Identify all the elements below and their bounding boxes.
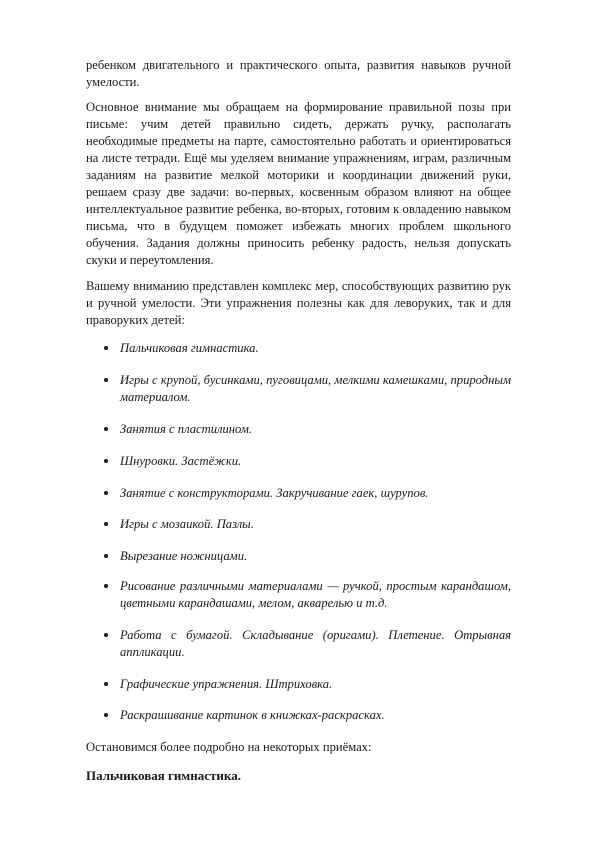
bullet-icon [104, 346, 108, 350]
bullet-icon [104, 491, 108, 495]
outro-paragraph: Остановимся более подробно на некоторых приёмах: [86, 740, 372, 754]
list-item: Игры с мозаикой. Пазлы. [120, 517, 254, 531]
list-item: Игры с крупой, бусинками, пуговицами, мелкими камешками, природным материалом. [120, 373, 511, 404]
list-item: Работа с бумагой. Складывание (оригами). Плетение. Отрывная аппликации. [120, 628, 511, 659]
list-item: Пальчиковая гимнастика. [120, 341, 259, 355]
bullet-icon [104, 584, 108, 588]
bullet-icon [104, 713, 108, 717]
main-paragraph: Основное внимание мы обращаем на формирование правильной позы при письме: учим детей правильно сидеть, держать ручку, располагать необходимые предметы на парте, самостоятельно работать и ориентироваться на листе тетради. Ещё мы уделяем внимание упражнениям, играм, различным заданиям на развитие мелкой моторики и координации движений руки, решаем сразу две задачи: во-первых, косвенным образом влияют на общее интеллектуальное развитие ребенка, во-вторых, готовим к овладению навыком письма, что в будущем поможет избежать многих проблем школьного обучения. Задания должны приносить ребенку радость, нельзя допускать скуки и переутомления. [86, 100, 511, 267]
list-item: Занятие с конструкторами. Закручивание гаек, шурупов. [120, 486, 429, 500]
bullet-icon [104, 427, 108, 431]
offer-paragraph: Вашему вниманию представлен комплекс мер, способствующих развитию рук и ручной умелости. Эти упражнения полезны как для леворуких, так и для праворуких детей: [86, 279, 511, 327]
bullet-icon [104, 378, 108, 382]
bullet-icon [104, 682, 108, 686]
bullet-icon [104, 459, 108, 463]
bullet-icon [104, 633, 108, 637]
intro-paragraph: ребенком двигательного и практического опыта, развития навыков ручной умелости. [86, 58, 511, 89]
list-item: Раскрашивание картинок в книжках-раскрасках. [120, 708, 385, 722]
list-item: Графические упражнения. Штриховка. [120, 677, 333, 691]
bullet-icon [104, 522, 108, 526]
list-item: Вырезание ножницами. [120, 549, 248, 563]
list-item: Шнуровки. Застёжки. [120, 454, 242, 468]
section-heading: Пальчиковая гимнастика. [86, 768, 241, 783]
list-item: Рисование различными материалами — ручкой, простым карандашом, цветными карандашами, мелом, акварелью и т.д. [120, 579, 511, 610]
bullet-icon [104, 554, 108, 558]
list-item: Занятия с пластилином. [120, 422, 253, 436]
